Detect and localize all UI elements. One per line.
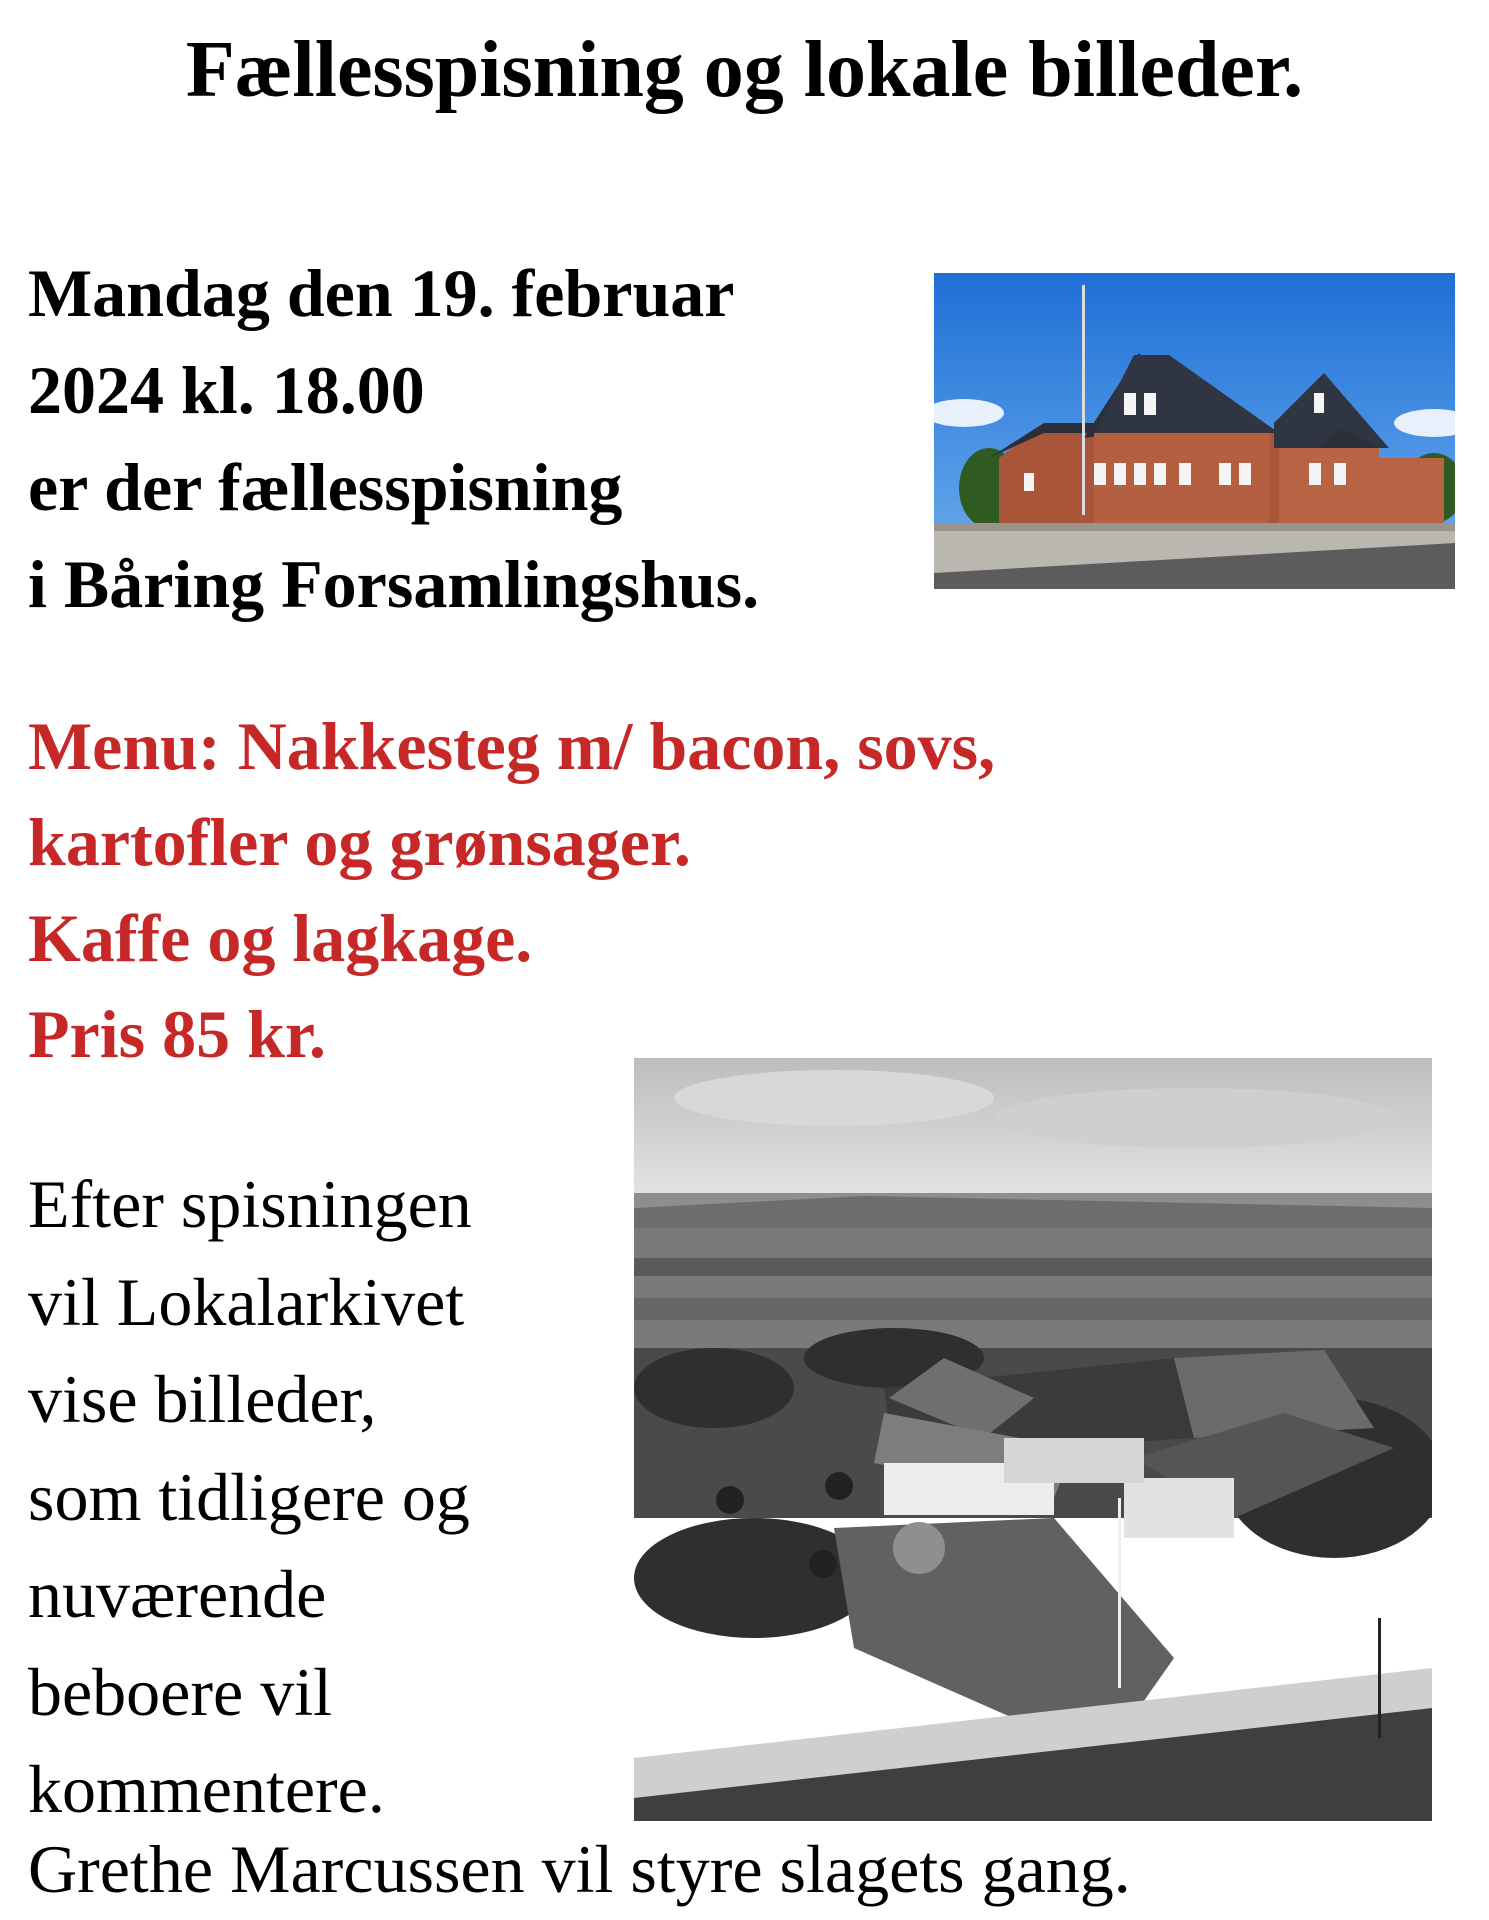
aerial-farm-photo: [634, 1058, 1432, 1821]
event-line: i Båring Forsamlingshus.: [28, 546, 760, 622]
after-line: Efter spisningen: [28, 1166, 472, 1242]
after-dinner-text: [28, 1156, 628, 1839]
event-details: [28, 245, 928, 633]
after-line: kommentere.: [28, 1751, 385, 1827]
after-line: vil Lokalarkivet: [28, 1263, 465, 1340]
menu-line: Menu: Nakkesteg m/ bacon, sovs,: [28, 708, 996, 784]
after-line: vise billeder,: [28, 1361, 377, 1437]
after-line: nuværende: [28, 1556, 327, 1632]
menu-line: kartofler og grønsager.: [28, 804, 691, 880]
menu-block: [28, 698, 1328, 1082]
event-line: Mandag den 19. februar: [28, 255, 735, 331]
event-line: 2024 kl. 18.00: [28, 352, 425, 428]
after-line: beboere vil: [28, 1653, 332, 1730]
closing-line: Grethe Marcussen vil styre slagets gang.: [28, 1831, 1131, 1907]
price-line: Pris 85 kr.: [28, 996, 326, 1072]
event-line: er der fællesspisning: [28, 449, 623, 525]
after-line: som tidligere og: [28, 1458, 470, 1535]
page-title: Fællesspisning og lokale billeder.: [185, 26, 1304, 114]
menu-line: Kaffe og lagkage.: [28, 900, 533, 976]
assembly-house-photo: [934, 273, 1455, 589]
